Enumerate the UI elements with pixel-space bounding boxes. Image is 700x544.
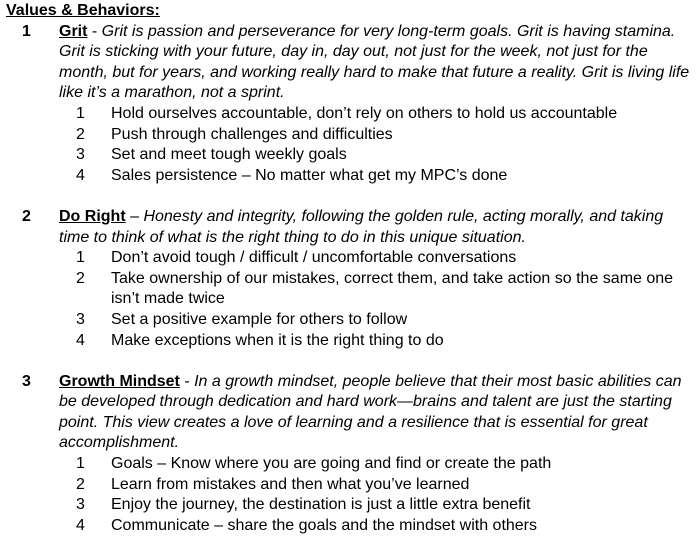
value-separator: - — [87, 22, 102, 40]
behavior-number: 4 — [76, 516, 85, 534]
value-heading — [59, 207, 696, 248]
value-heading — [59, 372, 696, 454]
behavior-item — [59, 166, 696, 187]
value-number: 1 — [22, 22, 31, 40]
behavior-text: Communicate – share the goals and the mindset with others — [111, 516, 538, 534]
value-section-do-right — [6, 207, 696, 351]
behavior-text: Goals – Know where you are going and find or create the path — [111, 455, 552, 473]
behavior-text: Take ownership of our mistakes, correct them, and take action so the same one isn’t made twice — [111, 269, 674, 308]
value-separator: - — [179, 372, 195, 390]
behavior-item — [59, 248, 696, 269]
value-number: 2 — [22, 207, 31, 225]
document-page — [6, 1, 696, 536]
behavior-number: 3 — [76, 146, 85, 164]
behavior-text: Set and meet tough weekly goals — [111, 146, 347, 164]
behavior-number: 4 — [76, 331, 85, 349]
value-description: Grit is passion and perseverance for very long-term goals. Grit is having stamina. Grit is sticking with your future, day in, day out, not just for the week, not just for the month, but for years, and working really hard to make that future a reality. Grit is living life like it’s a marathon, not a sprint. — [59, 22, 690, 102]
value-number: 3 — [22, 372, 31, 390]
behavior-number: 2 — [76, 269, 85, 287]
value-name: Do Right — [59, 207, 126, 225]
behavior-text: Make exceptions when it is the right thing to do — [111, 331, 444, 349]
behavior-number: 3 — [76, 310, 85, 328]
behavior-number: 1 — [76, 104, 85, 122]
behavior-text: Sales persistence – No matter what get my MPC’s done — [111, 166, 508, 184]
behavior-item — [59, 516, 696, 537]
behavior-item — [59, 495, 696, 516]
value-section-grit — [6, 22, 696, 187]
value-name: Growth Mindset — [59, 372, 180, 390]
value-name: Grit — [59, 22, 88, 40]
behavior-item — [59, 145, 696, 166]
document-title: Values & Behaviors: — [6, 2, 160, 19]
behavior-list — [59, 248, 696, 351]
behavior-list — [59, 454, 696, 536]
behavior-text: Enjoy the journey, the destination is just a little extra benefit — [111, 496, 531, 514]
behavior-number: 2 — [76, 475, 85, 493]
behavior-item — [59, 454, 696, 475]
value-heading — [59, 22, 696, 104]
behavior-item — [59, 125, 696, 146]
behavior-number: 1 — [76, 249, 85, 267]
behavior-item — [59, 269, 696, 310]
value-separator: – — [125, 207, 144, 225]
behavior-text: Don’t avoid tough / difficult / uncomfortable conversations — [111, 249, 517, 267]
behavior-number: 3 — [76, 496, 85, 514]
behavior-text: Set a positive example for others to follow — [111, 310, 408, 328]
behavior-number: 1 — [76, 455, 85, 473]
behavior-text: Learn from mistakes and then what you’ve learned — [111, 475, 470, 493]
value-section-growth-mindset — [6, 372, 696, 537]
behavior-text: Push through challenges and difficulties — [111, 125, 393, 143]
value-description: In a growth mindset, people believe that their most basic abilities can be developed through dedication and hard work—brains and talent are just the starting point. This view creates a love of learning and a resilience that is essential for great accomplishment. — [59, 372, 682, 452]
behavior-item — [59, 310, 696, 331]
behavior-number: 2 — [76, 125, 85, 143]
behavior-text: Hold ourselves accountable, don’t rely on others to hold us accountable — [111, 104, 618, 122]
behavior-number: 4 — [76, 166, 85, 184]
behavior-list — [59, 104, 696, 186]
behavior-item — [59, 104, 696, 125]
behavior-item — [59, 331, 696, 352]
value-description: Honesty and integrity, following the golden rule, acting morally, and taking time to think of what is the right thing to do in this unique situation. — [59, 207, 664, 246]
behavior-item — [59, 475, 696, 496]
